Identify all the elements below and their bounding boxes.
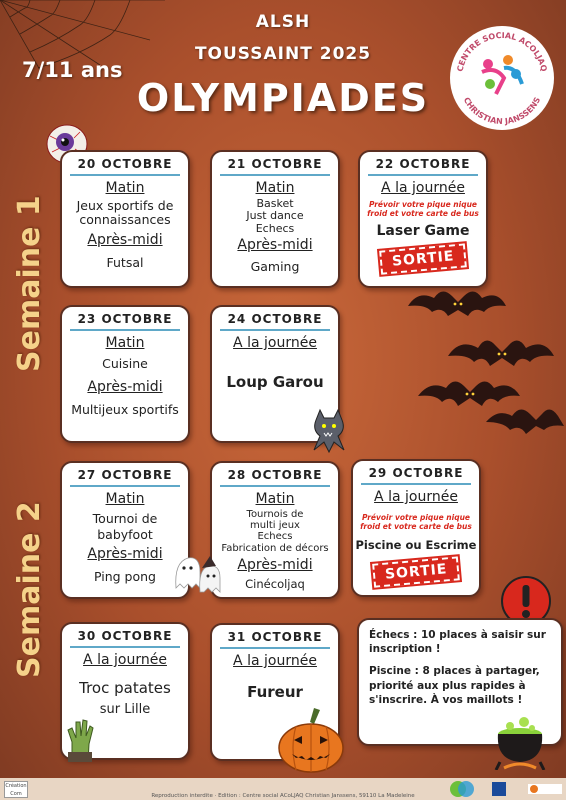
afternoon-activity: Futsal <box>106 254 144 270</box>
full-day-label: A la journée <box>233 653 317 669</box>
day-date: 23 OCTOBRE <box>70 307 180 331</box>
day-card-22-octobre <box>358 150 488 288</box>
week2-label: Semaine 2 <box>12 501 47 678</box>
zombie-hand-icon <box>62 714 98 762</box>
afternoon-label: Après-midi <box>87 231 163 248</box>
acoljaq-logo <box>446 22 558 134</box>
morning-activity-1: Basket <box>256 197 294 210</box>
afternoon-label: Après-midi <box>87 545 163 562</box>
afternoon-activity: Gaming <box>250 258 300 274</box>
day-activity-1: Troc patates <box>79 679 171 697</box>
day-date: 31 OCTOBRE <box>220 625 330 649</box>
day-card-23-octobre <box>60 305 190 443</box>
logo-bottom-text: CHRISTIAN JANSSENS <box>461 95 543 127</box>
day-date: 30 OCTOBRE <box>70 624 180 648</box>
info-echecs: Échecs : 10 places à saisir sur inscription ! <box>369 629 546 656</box>
day-card-20-octobre <box>60 150 190 288</box>
age-range: 7/11 ans <box>22 58 123 82</box>
partner-logos <box>446 779 564 799</box>
afternoon-activity: Ping pong <box>93 568 156 584</box>
header-period: TOUSSAINT 2025 <box>194 44 372 64</box>
creation-com-text: Création Com <box>5 783 27 797</box>
picnic-warning: Prévoir votre pique nique froid et votre carte de bus <box>367 200 479 219</box>
morning-activity-4: Fabrication de décors <box>221 542 329 554</box>
ghost-icon <box>170 548 226 596</box>
morning-label: Matin <box>255 491 295 507</box>
day-card-28-octobre <box>210 461 340 599</box>
footer-credits: Reproduction interdite · Edition : Centre social ACoLJAQ Christian Janssens, 59110 La Madeleine <box>151 793 415 799</box>
full-day-label: A la journée <box>233 335 317 351</box>
afternoon-activity: Multijeux sportifs <box>71 402 179 418</box>
day-date: 29 OCTOBRE <box>361 461 471 485</box>
morning-label: Matin <box>105 335 145 351</box>
afternoon-activity: Cinécoljaq <box>245 576 305 591</box>
day-activity: Fureur <box>247 683 303 701</box>
morning-activity: Cuisine <box>102 356 148 371</box>
sortie-badge: SORTIE <box>372 556 460 587</box>
morning-activity-3: Echecs <box>255 221 295 235</box>
picnic-warning: Prévoir votre pique nique froid et votre carte de bus <box>360 513 472 532</box>
afternoon-label: Après-midi <box>237 556 313 573</box>
day-date: 22 OCTOBRE <box>368 152 478 176</box>
page-title: OLYMPIADES <box>136 76 430 120</box>
logo-top-text: CENTRE SOCIAL ACOLJAQ <box>455 30 549 73</box>
morning-activity-3: Echecs <box>257 531 293 543</box>
morning-label: Matin <box>105 491 145 507</box>
header-alsh: ALSH <box>255 12 311 32</box>
day-activity: Piscine ou Escrime <box>355 537 477 552</box>
day-activity: Laser Game <box>376 222 470 239</box>
morning-activity-2: babyfoot <box>97 527 153 543</box>
morning-activity: Jeux sportifs de connaissances <box>76 198 174 228</box>
morning-activity-2: multi jeux <box>250 520 300 532</box>
afternoon-label: Après-midi <box>237 236 313 253</box>
day-date: 28 OCTOBRE <box>220 463 330 487</box>
day-date: 21 OCTOBRE <box>220 152 330 176</box>
morning-label: Matin <box>255 180 295 196</box>
full-day-label: A la journée <box>374 489 458 505</box>
full-day-label: A la journée <box>83 652 167 668</box>
afternoon-label: Après-midi <box>87 379 163 396</box>
bat-icon <box>398 276 566 456</box>
day-date: 27 OCTOBRE <box>70 463 180 487</box>
pumpkin-icon <box>276 702 346 774</box>
morning-activity-2: Just dance <box>246 209 304 223</box>
day-date: 24 OCTOBRE <box>220 307 330 331</box>
sortie-badge: SORTIE <box>379 243 467 274</box>
morning-activity-1: Tournoi de <box>92 511 158 526</box>
week1-label: Semaine 1 <box>12 195 47 372</box>
day-activity: Loup Garou <box>226 373 324 391</box>
morning-activity-1: Tournois de <box>246 509 304 520</box>
morning-label: Matin <box>105 180 145 196</box>
cauldron-icon <box>490 712 552 770</box>
day-date: 20 OCTOBRE <box>70 152 180 176</box>
info-piscine: Piscine : 8 places à partager, priorité aux plus rapides à s'inscrire. À vos maillots ! <box>369 665 540 706</box>
day-card-29-octobre <box>351 459 481 597</box>
day-activity-2: sur Lille <box>99 702 151 718</box>
full-day-label: A la journée <box>381 180 465 196</box>
werewolf-icon <box>306 406 352 454</box>
day-card-21-octobre <box>210 150 340 288</box>
